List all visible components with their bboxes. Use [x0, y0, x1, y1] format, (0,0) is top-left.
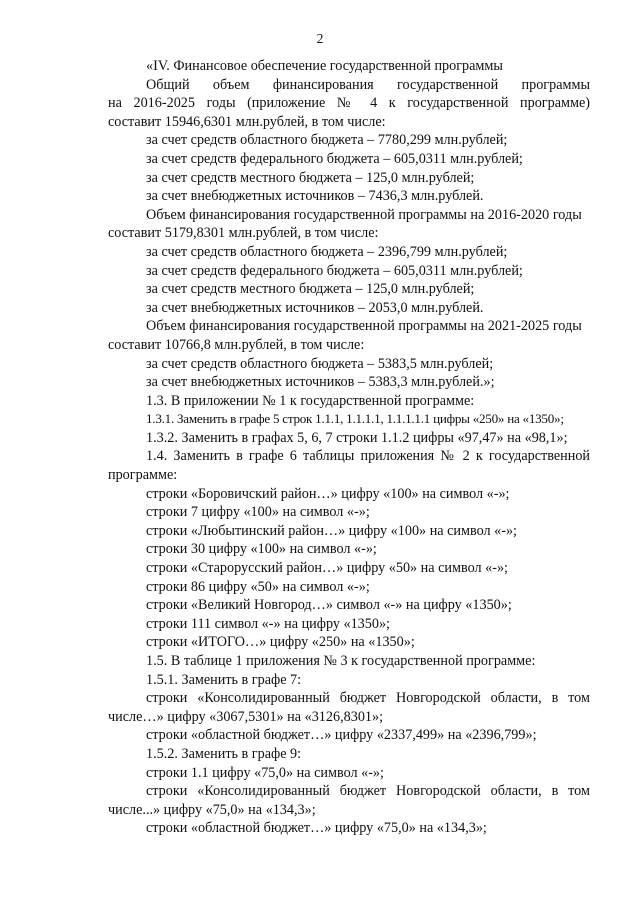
text-line: 1.3.1. Заменить в графе 5 строк 1.1.1, 1.1.1.1, 1.1.1.1.1 цифры «250» на «1350»; — [146, 411, 564, 427]
text-line: 1.5.1. Заменить в графе 7: — [146, 671, 302, 688]
text-line: Общий объем финансирования государственной программы — [146, 76, 590, 93]
text-line: за счет внебюджетных источников – 7436,3 млн.рублей. — [146, 188, 484, 205]
text-line: 1.5. В таблице 1 приложения № 3 к государственной программе: — [146, 653, 536, 669]
text-line: 1.5.2. Заменить в графе 9: — [146, 745, 302, 762]
text-line: на 2016-2025 годы (приложение № 4 к государственной программе) — [108, 95, 590, 112]
text-line: строки 1.1 цифру «75,0» на символ «-»; — [146, 764, 384, 781]
text-line: строки 30 цифру «100» на символ «-»; — [146, 541, 377, 558]
text-line: строки «ИТОГО…» цифру «250» на «1350»; — [146, 634, 415, 651]
text-line: за счет средств местного бюджета – 125,0 млн.рублей; — [146, 281, 475, 298]
text-line: строки «Консолидированный бюджет Новгородской области, в том — [146, 783, 590, 800]
text-line: за счет средств областного бюджета – 5383,5 млн.рублей; — [146, 355, 494, 372]
page-number: 2 — [316, 31, 324, 46]
text-line: строки 86 цифру «50» на символ «-»; — [146, 578, 370, 595]
text-line: составит 15946,6301 млн.рублей, в том числе: — [108, 113, 386, 130]
text-line: составит 5179,8301 млн.рублей, в том числе: — [108, 225, 379, 242]
text-line: программе: — [108, 467, 178, 484]
text-line: Объем финансирования государственной программы на 2021-2025 годы — [146, 318, 582, 335]
text-line: числе...» цифру «75,0» на «134,3»; — [108, 801, 316, 818]
text-line: строки «Любытинский район…» цифру «100» на символ «-»; — [146, 522, 517, 539]
text-line: за счет внебюджетных источников – 2053,0 млн.рублей. — [146, 299, 484, 316]
text-line: за счет внебюджетных источников – 5383,3 млн.рублей.»; — [146, 374, 495, 391]
text-line: строки «Боровичский район…» цифру «100» на символ «-»; — [146, 485, 510, 502]
text-line: строки «областной бюджет…» цифру «2337,499» на «2396,799»; — [146, 727, 537, 744]
text-line: 1.3.2. Заменить в графах 5, 6, 7 строки 1.1.2 цифры «97,47» на «98,1»; — [146, 429, 568, 446]
text-line: 1.4. Заменить в графе 6 таблицы приложения № 2 к государственной — [146, 448, 590, 465]
text-line: за счет средств областного бюджета – 7780,299 млн.рублей; — [146, 132, 508, 149]
text-line: строки «Старорусский район…» цифру «50» на символ «-»; — [146, 560, 508, 577]
text-line: за счет средств федерального бюджета – 605,0311 млн.рублей; — [146, 262, 523, 279]
text-line: 1.3. В приложении № 1 к государственной программе: — [146, 392, 475, 409]
text-line: строки «областной бюджет…» цифру «75,0» на «134,3»; — [146, 820, 487, 837]
text-line: строки 7 цифру «100» на символ «-»; — [146, 504, 370, 521]
text-line: «IV. Финансовое обеспечение государственной программы — [146, 58, 503, 74]
document-body — [108, 57, 590, 838]
text-line: составит 10766,8 млн.рублей, в том числе: — [108, 336, 365, 353]
text-line: за счет средств федерального бюджета – 605,0311 млн.рублей; — [146, 150, 523, 167]
text-line: строки 111 символ «-» на цифру «1350»; — [146, 615, 390, 632]
text-line: за счет средств местного бюджета – 125,0 млн.рублей; — [146, 169, 475, 186]
text-line: строки «Консолидированный бюджет Новгородской области, в том — [146, 690, 590, 707]
text-line: числе…» цифру «3067,5301» на «3126,8301»; — [108, 708, 384, 725]
text-line: строки «Великий Новгород…» символ «-» на цифру «1350»; — [146, 597, 512, 614]
text-line: за счет средств областного бюджета – 2396,799 млн.рублей; — [146, 243, 508, 260]
text-line: Объем финансирования государственной программы на 2016-2020 годы — [146, 206, 582, 223]
